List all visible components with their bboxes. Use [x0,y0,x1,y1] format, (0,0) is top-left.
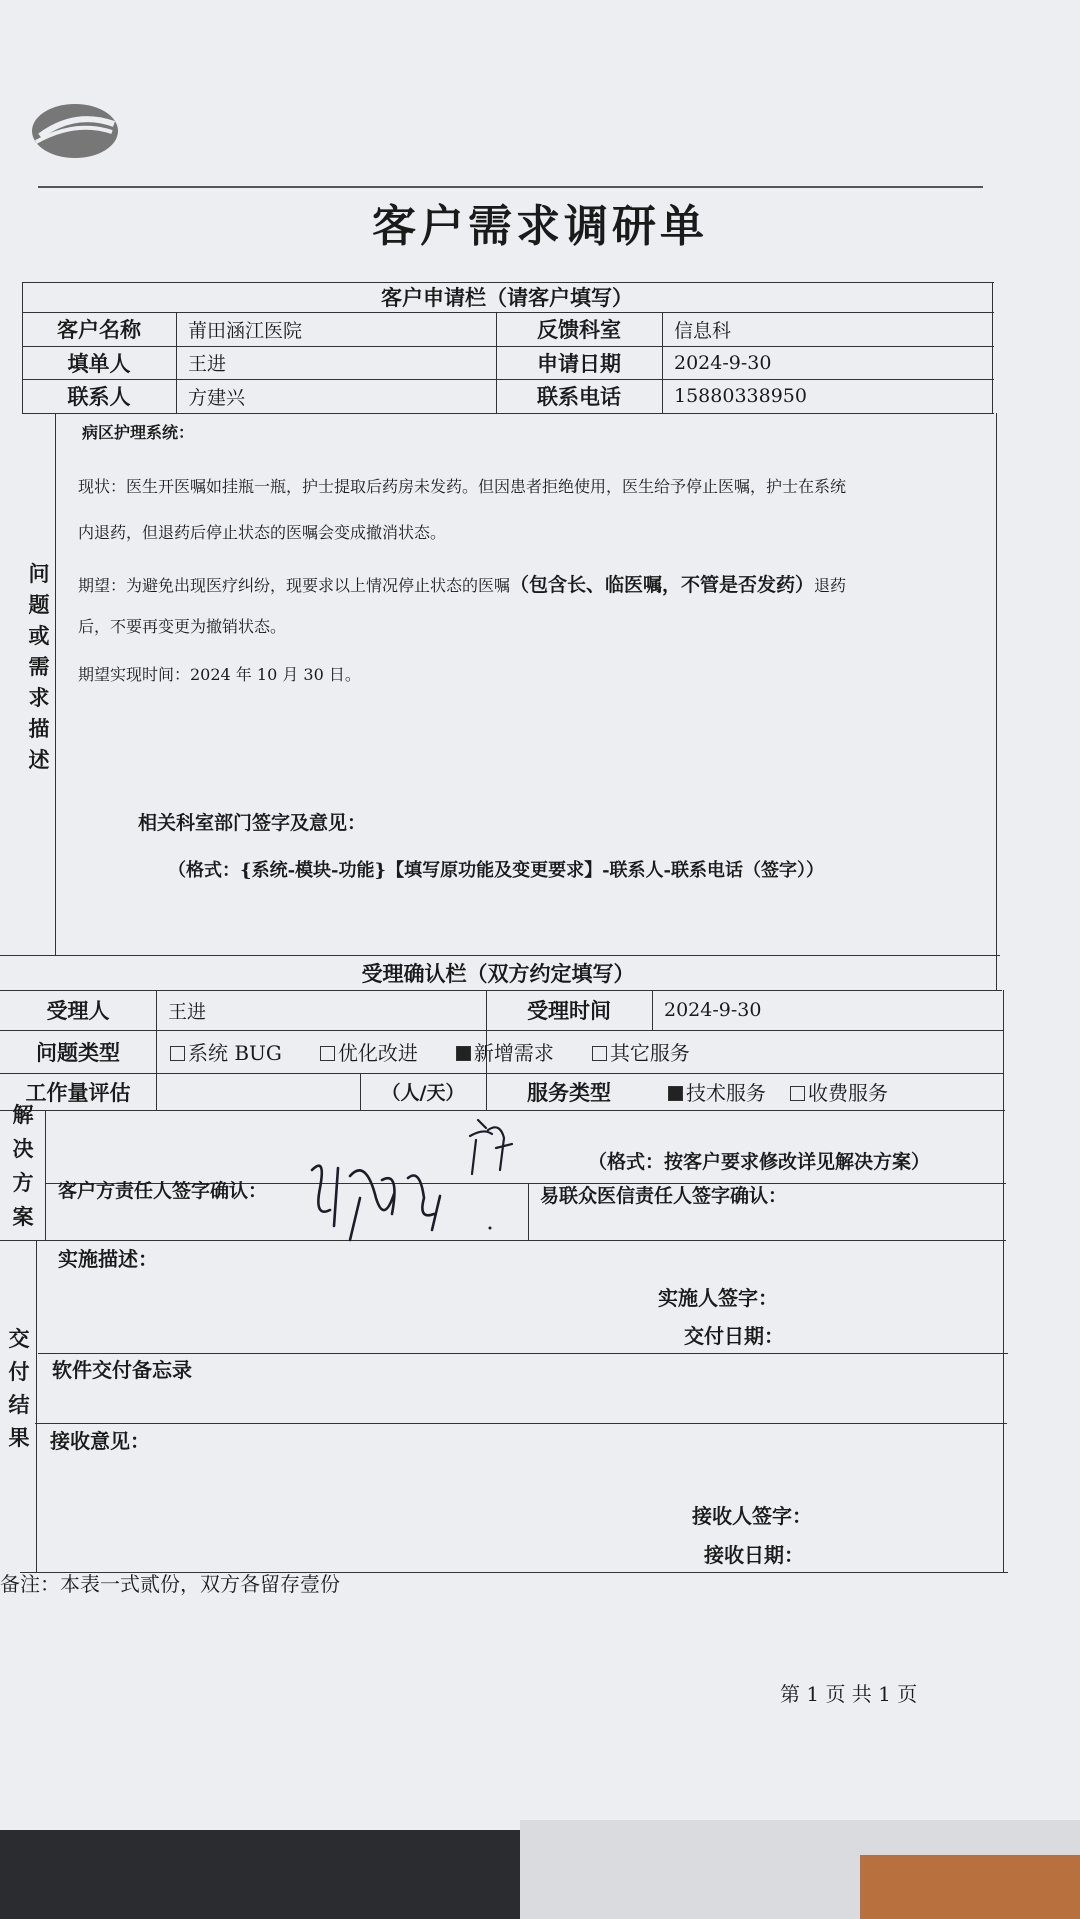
impl-sign-label: 实施人签字： [658,1286,778,1310]
problem-type-options [170,1030,1000,1073]
receiver-value: 王进 [168,1000,207,1023]
accept-time-value: 2024-9-30 [664,999,762,1021]
feedback-dept-label: 反馈科室 [537,317,621,342]
header-rule [38,186,983,188]
problem-type-label: 问题类型 [36,1039,120,1065]
service-option-paid[interactable]: 收费服务 [790,1077,888,1106]
phone-value: 15880338950 [674,385,807,407]
expect-time: 期望实现时间：2024 年 10 月 30 日。 [78,665,361,684]
delivery-side-label: 交 付 结 果 [8,1326,30,1450]
handwritten-signature [300,1098,520,1258]
solution-format-note: （格式：按客户要求修改详见解决方案） [588,1151,931,1173]
feedback-dept-value: 信息科 [674,319,732,342]
section2-header: 受理确认栏（双方约定填写） [361,960,635,986]
vendor-sign-label: 易联众医信责任人签字确认： [540,1185,788,1207]
dept-sign-label: 相关科室部门签字及意见： [138,812,367,834]
memo-label: 软件交付备忘录 [52,1358,192,1382]
impl-desc-label: 实施描述： [58,1247,158,1271]
expect-line-1: 期望：为避免出现医疗纠纷，现要求以上情况停止状态的医嘱（包含长、临医嘱，不管是否发药）退药 [78,574,847,596]
customer-name-value: 莆田涵江医院 [188,319,303,342]
status-line-2: 内退药，但退药后停止状态的医嘱会变成撤消状态。 [78,523,447,542]
desk-edge [860,1855,1080,1919]
type-option-new-requirement[interactable]: 新增需求 [456,1037,554,1066]
section1-header: 客户申请栏（请客户填写） [381,285,633,310]
phone-label: 联系电话 [537,384,621,409]
workload-unit: （人/天） [381,1082,465,1104]
page-number: 第 1 页 共 1 页 [780,1682,918,1706]
filler-label: 填单人 [67,350,131,376]
service-type-label: 服务类型 [527,1079,611,1105]
problem-heading: 病区护理系统： [82,423,195,442]
expect-line-2: 后，不要再变更为撤销状态。 [78,617,287,636]
customer-sign-label: 客户方责任人签字确认： [58,1180,268,1202]
type-option-other[interactable]: 其它服务 [592,1037,690,1066]
problem-side-label: 问 题 或 需 求 描 述 [28,561,50,772]
deliver-date-label: 交付日期： [684,1324,784,1348]
type-option-bug[interactable]: 系统 BUG [170,1037,282,1066]
status-line-1: 现状：医生开医嘱如挂瓶一瓶，护士提取后药房未发药。但因患者拒绝使用，医生给予停止医嘱，护士在系统 [78,477,847,496]
receive-date-label: 接收日期： [704,1543,804,1567]
contact-label: 联系人 [67,384,131,409]
type-option-optimize[interactable]: 优化改进 [320,1037,418,1066]
contact-value: 方建兴 [188,386,246,409]
accept-opinion-label: 接收意见： [50,1429,150,1453]
apply-date-value: 2024-9-30 [674,351,772,374]
company-logo [30,100,120,162]
form-title: 客户需求调研单 [372,201,708,252]
solution-side-label: 解 决 方 案 [12,1102,34,1229]
receiver-sign-label: 接收人签字： [692,1504,812,1528]
workload-label: 工作量评估 [25,1079,131,1105]
format-note: （格式：{系统-模块-功能}【填写原功能及变更要求】-联系人-联系电话（签字）） [168,860,825,881]
accept-time-label: 受理时间 [527,998,611,1023]
customer-name-label: 客户名称 [57,317,141,342]
remark-text: 备注：本表一式贰份，双方各留存壹份 [0,1572,340,1596]
filler-value: 王进 [188,353,227,375]
receiver-label: 受理人 [46,998,110,1023]
service-type-options [668,1073,1002,1110]
apply-date-label: 申请日期 [537,350,621,376]
service-option-tech[interactable]: 技术服务 [668,1077,766,1106]
